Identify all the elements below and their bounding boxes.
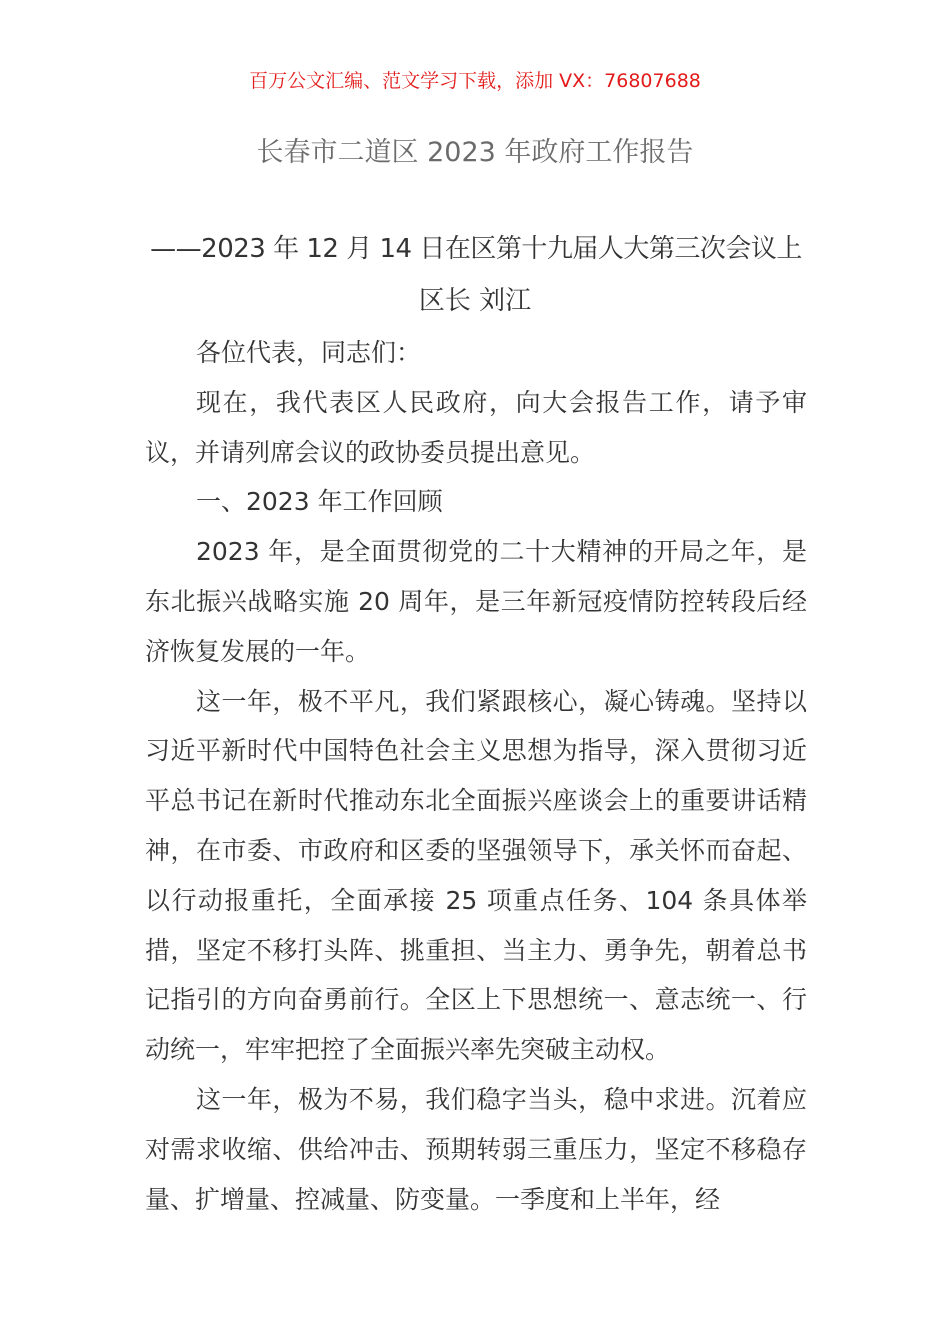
paragraph: 这一年，极为不易，我们稳字当头，稳中求进。沉着应对需求收缩、供给冲击、预期转弱三重压力，坚定不移稳存量、扩增量、控减量、防变量。一季度和上半年，经 [145,1084,807,1214]
document-author: 区长 刘江 [418,286,532,316]
document-title: 长春市二道区 2023 年政府工作报告 [256,137,694,168]
section-heading: 一、2023 年工作回顾 [196,487,443,517]
paragraph: 2023 年，是全面贯彻党的二十大精神的开局之年，是东北振兴战略实施 20 周年，是三年新冠疫情防控转段后经济恢复发展的一年。 [145,537,807,666]
document-subtitle: ——2023 年 12 月 14 日在区第十九届人大第三次会议上 [150,234,802,264]
watermark-banner: 百万公文汇编、范文学习下载，添加 VX：76807688 [249,70,701,92]
document-body [145,328,807,1224]
paragraph-intro: 现在，我代表区人民政府，向大会报告工作，请予审议，并请列席会议的政协委员提出意见。 [145,387,807,467]
salutation: 各位代表，同志们： [196,338,422,367]
paragraph: 这一年，极不平凡，我们紧跟核心，凝心铸魂。坚持以习近平新时代中国特色社会主义思想为指导，深入贯彻习近平总书记在新时代推动东北全面振兴座谈会上的重要讲话精神，在市委、市政府和区委的坚强领导下，承关怀而奋起、以行动报重托，全面承接 25 项重点任务、104 条具体举措，坚定不移打头阵、挑重担、当主力、勇争先，朝着总书记指引的方向奋勇前行。全区上下思想统一、意志统一、行动统一，牢牢把控了全面振兴率先突破主动权。 [145,686,807,1065]
